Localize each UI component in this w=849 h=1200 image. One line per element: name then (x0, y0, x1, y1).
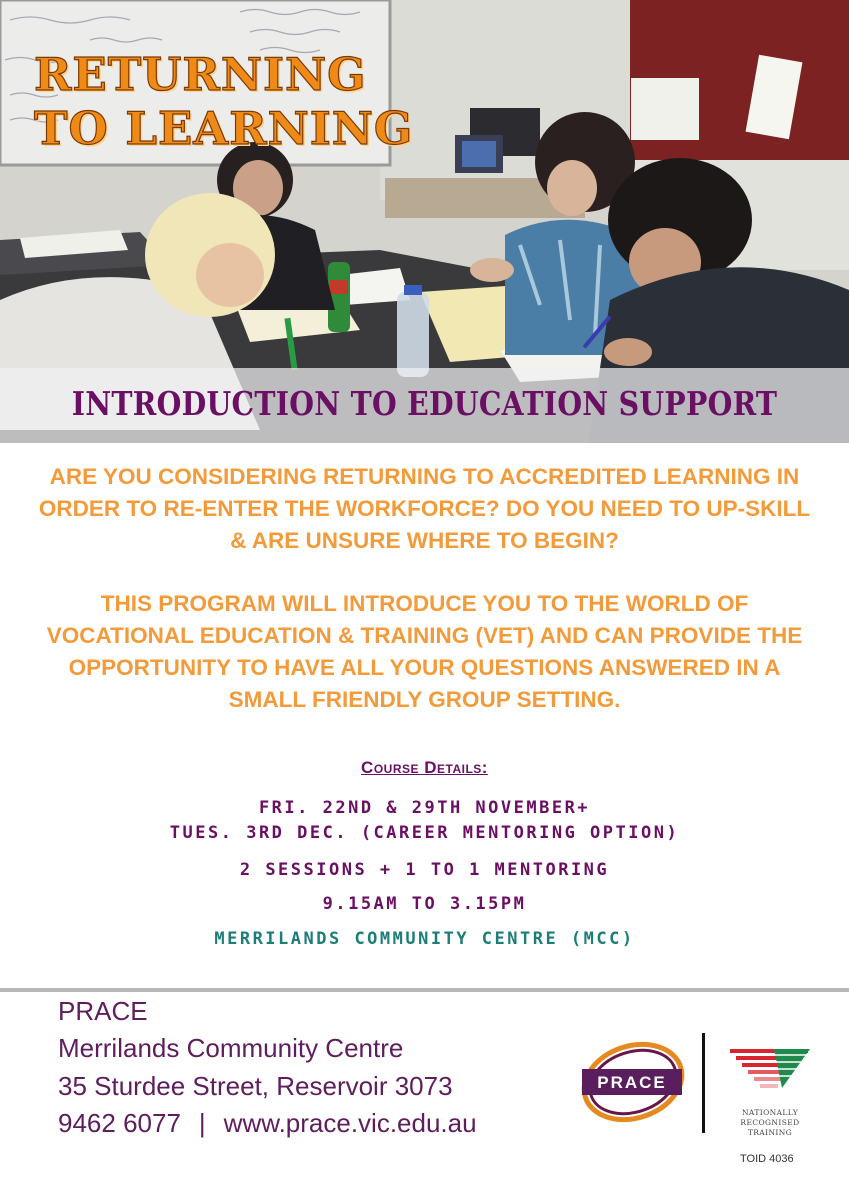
contact-phone: 9462 6077 (58, 1108, 181, 1138)
contact-phone-web (58, 1108, 477, 1139)
intro-paragraph-1: ARE YOU CONSIDERING RETURNING TO ACCREDITED LEARNING IN ORDER TO RE-ENTER THE WORKFORCE? DO YOU NEED TO UP-SKILL & ARE UNSURE WHERE TO BEGIN? (38, 464, 811, 553)
nrt-caption (714, 1108, 826, 1138)
course-time: 9.15AM TO 3.15PM (322, 894, 527, 914)
course-details-heading-text: Course Details: (361, 758, 488, 777)
footer-divider (0, 988, 849, 992)
contact-address: 35 Sturdee Street, Reservoir 3073 (58, 1071, 453, 1101)
contact-venue: Merrilands Community Centre (58, 1033, 404, 1063)
hero-title (34, 48, 413, 156)
contact-org: PRACE (58, 996, 148, 1026)
course-venue: MERRILANDS COMMUNITY CENTRE (MCC) (214, 929, 635, 949)
nrt-caption-line2: TRAINING (747, 1128, 793, 1137)
hero-title-line1: RETURNING (34, 48, 367, 101)
course-dates-line-1: FRI. 22ND & 29TH NOVEMBER+ (258, 798, 591, 818)
prace-logo-icon (578, 1040, 688, 1124)
contact-separator: | (198, 1108, 206, 1138)
course-sessions: 2 SESSIONS + 1 TO 1 MENTORING (239, 860, 610, 880)
hero-title-line2: TO LEARNING (34, 102, 414, 155)
course-title: INTRODUCTION TO EDUCATION SUPPORT (71, 384, 778, 423)
nrt-caption-line1: NATIONALLY RECOGNISED (740, 1108, 800, 1127)
logo-divider (702, 1033, 705, 1133)
website-link[interactable]: www.prace.vic.edu.au (223, 1108, 477, 1138)
course-dates-line-2: TUES. 3RD DEC. (CAREER MENTORING OPTION) (169, 823, 680, 843)
hero-photo (0, 0, 849, 443)
intro-paragraph-2: THIS PROGRAM WILL INTRODUCE YOU TO THE WORLD OF VOCATIONAL EDUCATION & TRAINING (VET) AND CAN PROVIDE THE OPPORTUNITY TO HAVE ALL YOUR QUESTIONS ANSWERED IN A SMALL FRIENDLY GROUP SETTING. (46, 591, 803, 712)
prace-logo-text: PRACE (597, 1073, 667, 1092)
nationally-recognised-training-icon (724, 1044, 814, 1104)
toid-number: TOID 4036 (740, 1153, 794, 1165)
course-details-heading (0, 758, 849, 778)
